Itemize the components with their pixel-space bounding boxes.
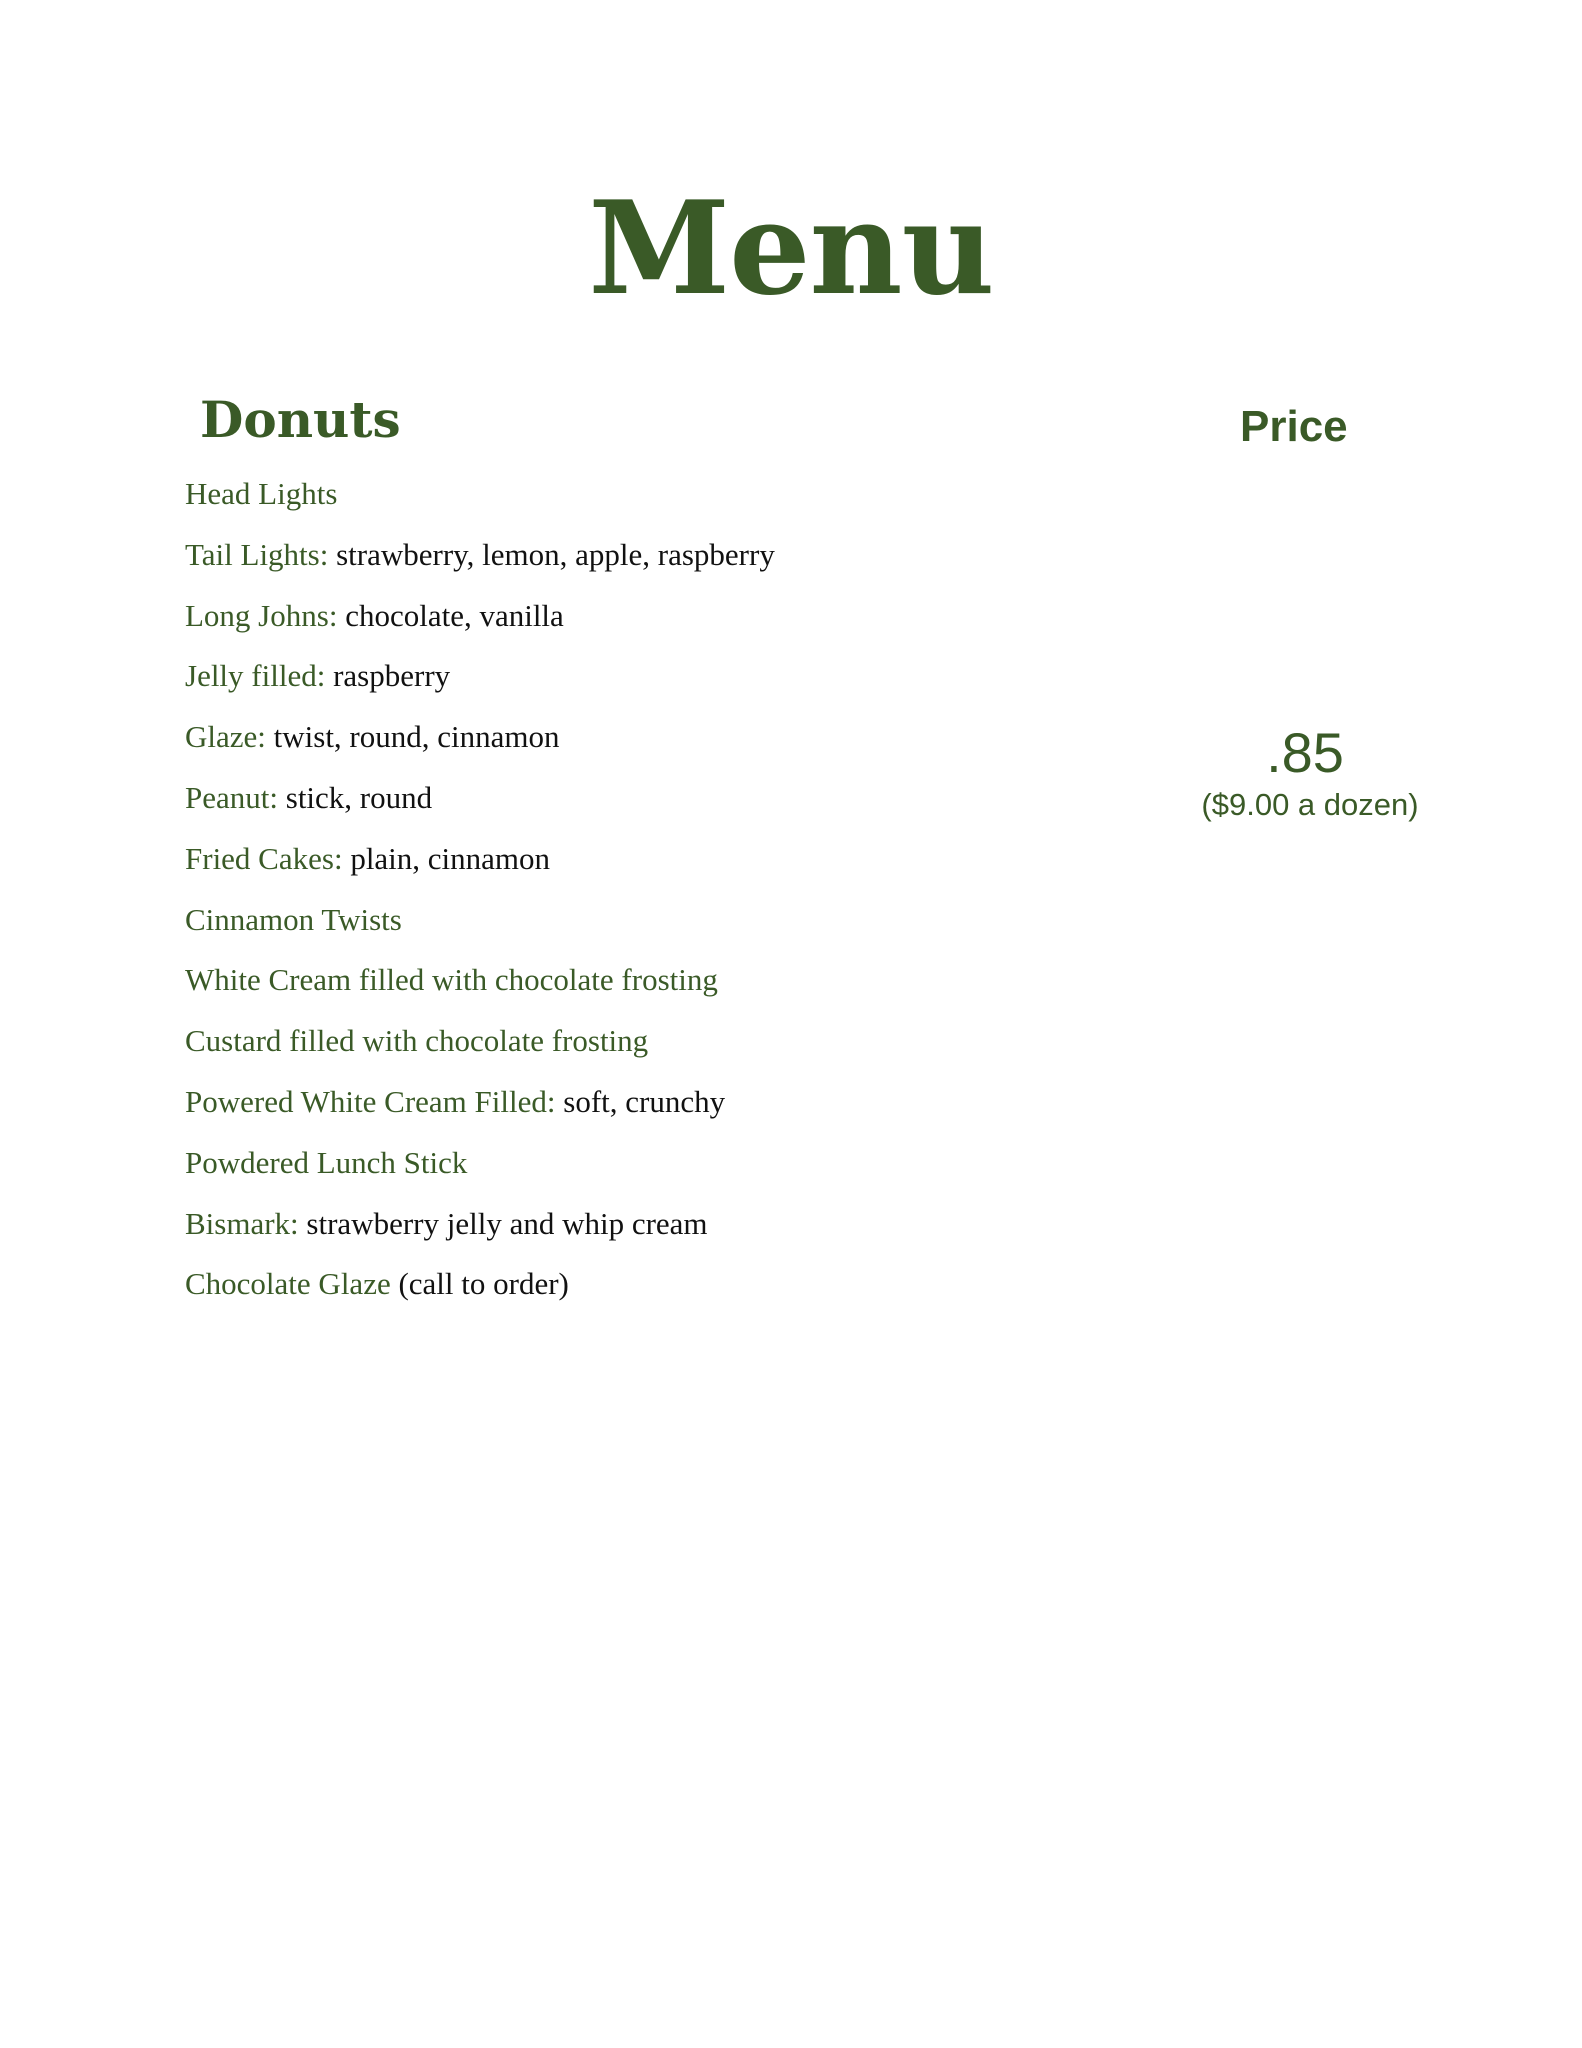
price-block bbox=[1100, 721, 1520, 822]
menu-item-name: Powdered Lunch Stick bbox=[185, 1144, 468, 1180]
page-title: Menu bbox=[588, 174, 994, 324]
menu-item-name: White Cream filled with chocolate frosting bbox=[185, 962, 718, 998]
menu-item-name: Glaze: bbox=[185, 719, 266, 755]
menu-item bbox=[185, 1144, 775, 1208]
menu-item-name: Tail Lights: bbox=[185, 536, 329, 572]
menu-item-name: Jelly filled: bbox=[185, 658, 326, 694]
menu-item-name: Powered White Cream Filled: bbox=[185, 1083, 556, 1119]
menu-item bbox=[185, 840, 775, 904]
menu-item-name: Cinnamon Twists bbox=[185, 901, 402, 937]
menu-item-detail: twist, round, cinnamon bbox=[265, 719, 560, 755]
menu-item-detail: chocolate, vanilla bbox=[337, 597, 564, 633]
menu-item-name: Custard filled with chocolate frosting bbox=[185, 1023, 649, 1059]
menu-item bbox=[185, 964, 775, 1025]
menu-item-name: Head Lights bbox=[185, 476, 338, 511]
menu-item bbox=[185, 536, 775, 600]
menu-item bbox=[185, 478, 775, 539]
menu-item-list bbox=[185, 478, 775, 1329]
menu-item-name: Bismark: bbox=[185, 1205, 299, 1241]
menu-item-detail: soft, crunchy bbox=[555, 1083, 726, 1119]
price-per-dozen-note: ($9.00 a dozen) bbox=[1201, 787, 1419, 822]
menu-item bbox=[185, 660, 775, 721]
price-value: .85 bbox=[1266, 721, 1344, 784]
menu-item-detail: strawberry jelly and whip cream bbox=[298, 1205, 708, 1241]
price-heading: Price bbox=[1240, 402, 1348, 451]
menu-item-name: Long Johns: bbox=[185, 597, 338, 633]
menu-item-detail: raspberry bbox=[325, 658, 451, 694]
section-heading-donuts: Donuts bbox=[200, 390, 401, 449]
menu-item bbox=[185, 1025, 775, 1086]
menu-item-detail: (call to order) bbox=[390, 1266, 569, 1302]
menu-item-detail: stick, round bbox=[278, 779, 433, 815]
menu-item-detail: plain, cinnamon bbox=[342, 840, 551, 876]
menu-item bbox=[185, 1268, 775, 1329]
menu-item-name: Fried Cakes: bbox=[185, 840, 343, 876]
menu-item bbox=[185, 1205, 775, 1269]
menu-item bbox=[185, 1083, 775, 1147]
menu-item bbox=[185, 597, 775, 661]
menu-item bbox=[185, 721, 775, 782]
menu-item-detail: strawberry, lemon, apple, raspberry bbox=[328, 536, 775, 572]
menu-item bbox=[185, 779, 775, 843]
menu-item bbox=[185, 901, 775, 965]
menu-item-name: Peanut: bbox=[185, 779, 278, 815]
menu-item-name: Chocolate Glaze bbox=[185, 1266, 391, 1302]
